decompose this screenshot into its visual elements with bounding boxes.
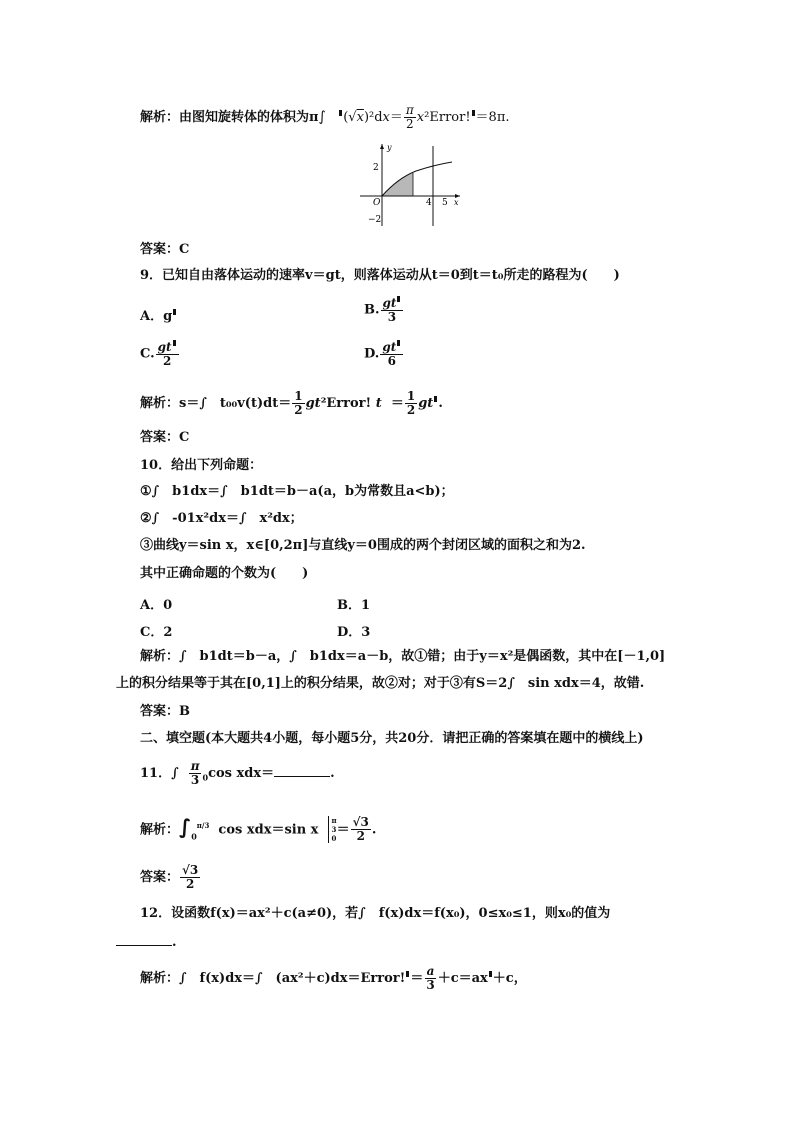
graph-x-label: x: [454, 198, 459, 207]
q9-solution-body: s＝∫ t₀₀v(t)dt＝: [179, 396, 292, 411]
q12-stem: 12．设函数f(x)＝ax²＋c(a≠0)，若∫ f(x)dx＝f(x₀)，0≤x₀≤1，则x₀的值为: [140, 906, 611, 921]
q10-option-a: A．0: [140, 598, 173, 613]
q11-answer-label: 答案：: [140, 870, 180, 885]
q10-item-3: ③曲线y＝sin x，x∈[0,2π]与直线y＝0围成的两个封闭区域的面积之和为2.: [140, 538, 586, 553]
q11-stem-integrand: cos xdx＝: [208, 766, 275, 781]
q10-item-2: ②∫ -01x²dx＝∫ x²dx；: [140, 511, 303, 526]
q11-stem-prefix: 11．∫: [140, 766, 179, 781]
q10-item-1: ①∫ b1dx＝∫ b1dt＝b－a(a，b为常数且a<b)；: [140, 484, 454, 499]
q11-solution-body: cos xdx＝sin x: [218, 822, 319, 838]
q8-solution-label: 解析：: [140, 110, 180, 125]
q8-answer: 答案：C: [140, 242, 190, 257]
graph-y-label: y: [387, 143, 392, 152]
section-2-heading: 二、填空题(本大题共4小题，每小题5分，共20分．请把正确的答案填在题中的横线上): [140, 731, 644, 746]
q11-stem: 11．∫ $\frac{\pi}{3}$ $_0$cos xdx＝ .: [140, 759, 335, 787]
q10-answer: 答案：B: [140, 704, 190, 719]
graph-tick-2: 2: [373, 163, 379, 173]
q12-solution-label: 解析：: [140, 971, 180, 986]
q9-solution-label: 解析：: [140, 396, 180, 411]
graph-origin-label: O: [373, 198, 381, 208]
q9-option-b-label: B.: [364, 302, 380, 318]
q10-option-c: C．2: [140, 625, 173, 640]
q10-option-d: D．3: [337, 625, 371, 640]
q9-stem: 9．已知自由落体运动的速率v＝gt，则落体运动从t＝0到t＝t₀所走的路程为( ): [140, 268, 620, 283]
rotation-body-graph: [356, 140, 466, 230]
q9-option-a-label: A．g: [140, 309, 173, 324]
graph-tick-4: 4: [426, 198, 432, 208]
q8-solution-line: 解析：由图知旋转体的体积为π∫ (√x)²dx＝ $\frac{\pi}{2}$ x²Error! ＝8π.: [140, 103, 510, 131]
q9-answer: 答案：C: [140, 430, 190, 445]
q9-solution: 解析：s＝∫ t₀₀v(t)dt＝ $\frac{1}{2}$ gt²Error! t ＝ $\frac{1}{2}$ gt .: [140, 389, 443, 417]
q12-solution-body: ∫ f(x)dx＝∫ (ax²＋c)dx＝: [179, 971, 361, 986]
q10-solution-line-1: 解析：∫ b1dt＝b－a，∫ b1dx＝a－b，故①错；由于y＝x²是偶函数，其中在[－1,0]: [140, 649, 666, 664]
q10-ask: 其中正确命题的个数为( ): [140, 566, 309, 581]
q9-option-d: D. $\frac{gt}{6}$: [364, 340, 404, 368]
q10-option-b: B．1: [337, 598, 371, 613]
q10-stem: 10．给出下列命题：: [140, 458, 263, 473]
q9-option-c: C. $\frac{gt}{2}$: [140, 340, 180, 368]
q11-solution-label: 解析：: [140, 822, 180, 838]
q9-error-text: Error!: [326, 396, 372, 411]
q12-error-text: Error!: [360, 971, 406, 986]
q11-solution: 解析：$\int_0^{\pi/3}$ cos xdx＝sin x π 3 0＝ $\frac{√3}{2}$ .: [140, 814, 377, 844]
q11-answer: 答案： $\frac{√3}{2}$: [140, 863, 199, 891]
q8-solution-text: 由图知旋转体的体积为π: [179, 110, 319, 125]
graph-tick-5: 5: [442, 198, 448, 208]
q9-option-a: [140, 305, 177, 324]
q12-solution: 解析：∫ f(x)dx＝∫ (ax²＋c)dx＝Error! ＝ $\frac{a}{3}$ ＋c＝ax ＋c，: [140, 964, 527, 992]
q10-solution-line-2: 上的积分结果等于其在[0,1]上的积分结果，故②对；对于③有S＝2∫ sin xdx＝4，故错.: [116, 676, 645, 691]
graph-tick-neg2: −2: [368, 215, 382, 225]
q9-option-d-label: D.: [364, 346, 380, 362]
q8-error-text: Error!: [429, 110, 471, 125]
q12-stem-blank: .: [116, 934, 177, 951]
q12-solution-tail: ＋c＝ax: [437, 971, 488, 986]
q12-solution-tail-2: ＋c，: [492, 971, 527, 986]
q9-option-b: B. $\frac{gt}{3}$: [364, 296, 404, 324]
q8-result: ＝8π.: [475, 110, 510, 125]
q9-option-c-label: C.: [140, 346, 155, 362]
